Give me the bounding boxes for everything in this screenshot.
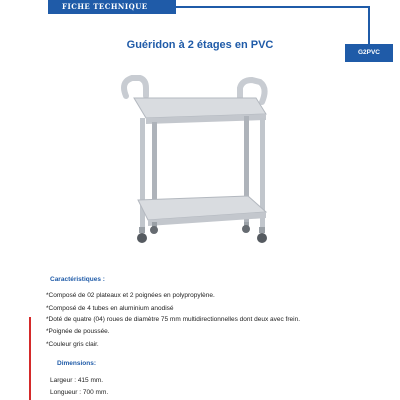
document-header-tab: FICHE TECHNIQUE — [48, 0, 176, 14]
characteristic-item: *Composé de 02 plateaux et 2 poignées en polypropylène. — [46, 292, 215, 299]
dimensions-heading: Dimensions: — [57, 360, 97, 367]
header-frame-line — [176, 6, 370, 8]
margin-marker-line — [29, 317, 31, 400]
product-title: Guéridon à 2 étages en PVC — [126, 39, 274, 51]
characteristic-item: *Couleur gris clair. — [46, 341, 99, 348]
characteristic-item: *Poignée de poussée. — [46, 328, 110, 335]
characteristics-heading: Caractéristiques : — [50, 276, 105, 283]
dimension-item: Longueur : 700 mm. — [50, 389, 109, 396]
serving-cart-image — [116, 72, 276, 247]
dimension-item: Largeur : 415 mm. — [50, 377, 104, 384]
characteristic-item: *Composé de 4 tubes en aluminium anodisé — [46, 305, 174, 312]
product-code-badge: G2PVC — [345, 44, 393, 62]
characteristic-item: *Doté de quatre (04) roues de diamètre 75 mm multidirectionnelles dont deux avec frein. — [46, 316, 300, 323]
